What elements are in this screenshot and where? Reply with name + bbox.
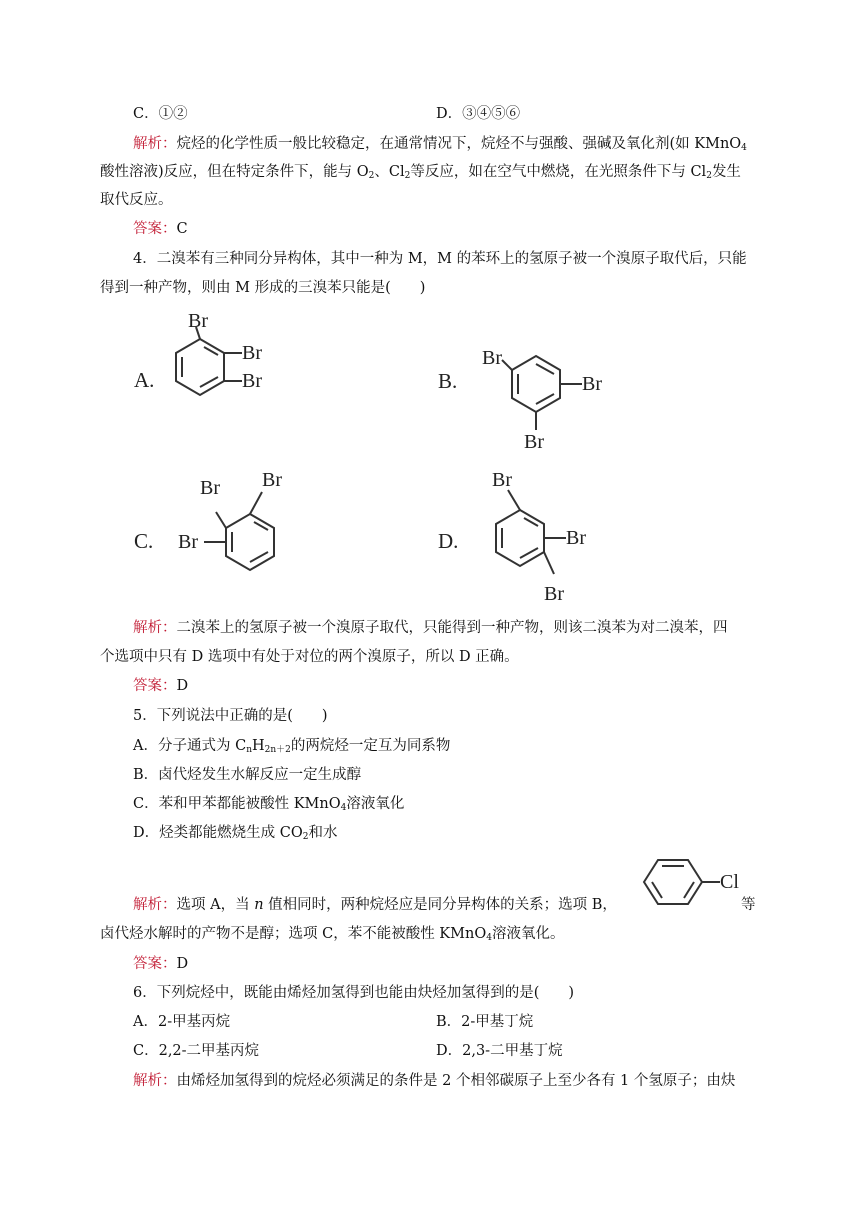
analysis-label: 解析： (133, 136, 177, 152)
q3-answer: 答案：C (133, 221, 188, 237)
bromine-label: Br (524, 431, 544, 452)
bromine-label: Br (200, 477, 220, 499)
q4-analysis-line1: 解析：二溴苯上的氢原子被一个溴原子取代，只能得到一种产物，则该二溴苯为对二溴苯，四 (133, 620, 728, 636)
q5-analysis-line2: 卤代烃水解时的产物不是醇；选项 C，苯不能被酸性 KMnO$_4$溶液氧化。 (100, 926, 565, 943)
q4-answer: 答案：D (133, 678, 189, 694)
answer-label: 答案： (133, 956, 177, 972)
q4-stem-line2: 得到一种产物，则由 M 形成的三溴苯只能是( ) (100, 280, 426, 296)
analysis-label: 解析： (133, 897, 177, 913)
q4-stem-line1: 4．二溴苯有三种同分异构体，其中一种为 M，M 的苯环上的氢原子被一个溴原子取代后，只能 (133, 251, 747, 267)
q6-stem: 6．下列烷烃中，既能由烯烃加氢得到也能由炔烃加氢得到的是( ) (133, 985, 575, 1001)
q5-answer: 答案：D (133, 956, 189, 972)
q6-analysis-line1: 解析：由烯烃加氢得到的烷烃必须满足的条件是 2 个相邻碳原子上至少各有 1 个氢原子；由炔 (133, 1073, 736, 1089)
bromine-label: Br (566, 527, 586, 549)
analysis-label: 解析： (133, 1073, 177, 1089)
bromine-label: Br (178, 531, 198, 553)
q4-analysis-line2: 个选项中只有 D 选项中有处于对位的两个溴原子，所以 D 正确。 (100, 649, 519, 665)
bromine-label: Br (582, 373, 602, 395)
option-letter: D. (438, 529, 459, 553)
q6-option-c: C．2,2-二甲基丙烷 (133, 1043, 260, 1059)
q5-analysis-line1: 解析：选项 A，当 n 值相同时，两种烷烃应是同分异构体的关系；选项 B， (133, 897, 617, 913)
q5-option-d: D．烃类都能燃烧生成 $CO_2$和水 (133, 825, 338, 842)
structure-option-d (436, 466, 656, 606)
q5-option-b: B．卤代烃发生水解反应一定生成醇 (133, 767, 362, 783)
bromine-label: Br (262, 469, 282, 491)
bromine-label: Br (544, 583, 564, 605)
bromine-label: Br (242, 370, 262, 392)
bromine-label: Br (242, 342, 262, 364)
q5-option-c: C．苯和甲苯都能被酸性 KMnO$_4$溶液氧化 (133, 796, 405, 813)
answer-label: 答案： (133, 221, 177, 237)
structure-option-b (436, 340, 656, 452)
bromine-label: Br (492, 469, 512, 491)
q3-analysis-line1: 解析：烷烃的化学性质一般比较稳定，在通常情况下，烷烃不与强酸、强碱及氧化剂(如 KMnO$_4$ (133, 136, 747, 153)
structure-option-a (130, 305, 350, 415)
chlorobenzene-structure (634, 850, 750, 910)
answer-label: 答案： (133, 678, 177, 694)
q3-analysis-line3: 取代反应。 (100, 192, 173, 208)
q6-option-a: A．2-甲基丙烷 (133, 1014, 231, 1030)
structure-option-c (130, 466, 350, 576)
bromine-label: Br (482, 347, 502, 369)
q6-option-b: B．2-甲基丁烷 (436, 1014, 534, 1030)
q5-stem: 5．下列说法中正确的是( ) (133, 708, 328, 724)
chlorine-label: Cl (720, 871, 739, 893)
option-letter: B. (438, 369, 458, 393)
q3-analysis-line2: 酸性溶液)反应，但在特定条件下，能与 $O_2$、$Cl_2$等反应，如在空气中燃烧，在光照条件下与 $Cl_2$发生 (100, 164, 741, 181)
analysis-label: 解析： (133, 620, 177, 636)
q6-option-d: D．2,3-二甲基丁烷 (436, 1043, 563, 1059)
q5-option-a: A．分子通式为 $C_nH_{2n+2}$的两烷烃一定互为同系物 (133, 738, 451, 755)
q5-analysis-tail: 等 (741, 897, 756, 913)
bromine-label: Br (188, 310, 208, 332)
option-letter: C. (134, 529, 154, 553)
q3-option-c: C．①② (133, 106, 188, 122)
q3-option-d: D．③④⑤⑥ (436, 106, 521, 122)
option-letter: A. (134, 368, 155, 392)
